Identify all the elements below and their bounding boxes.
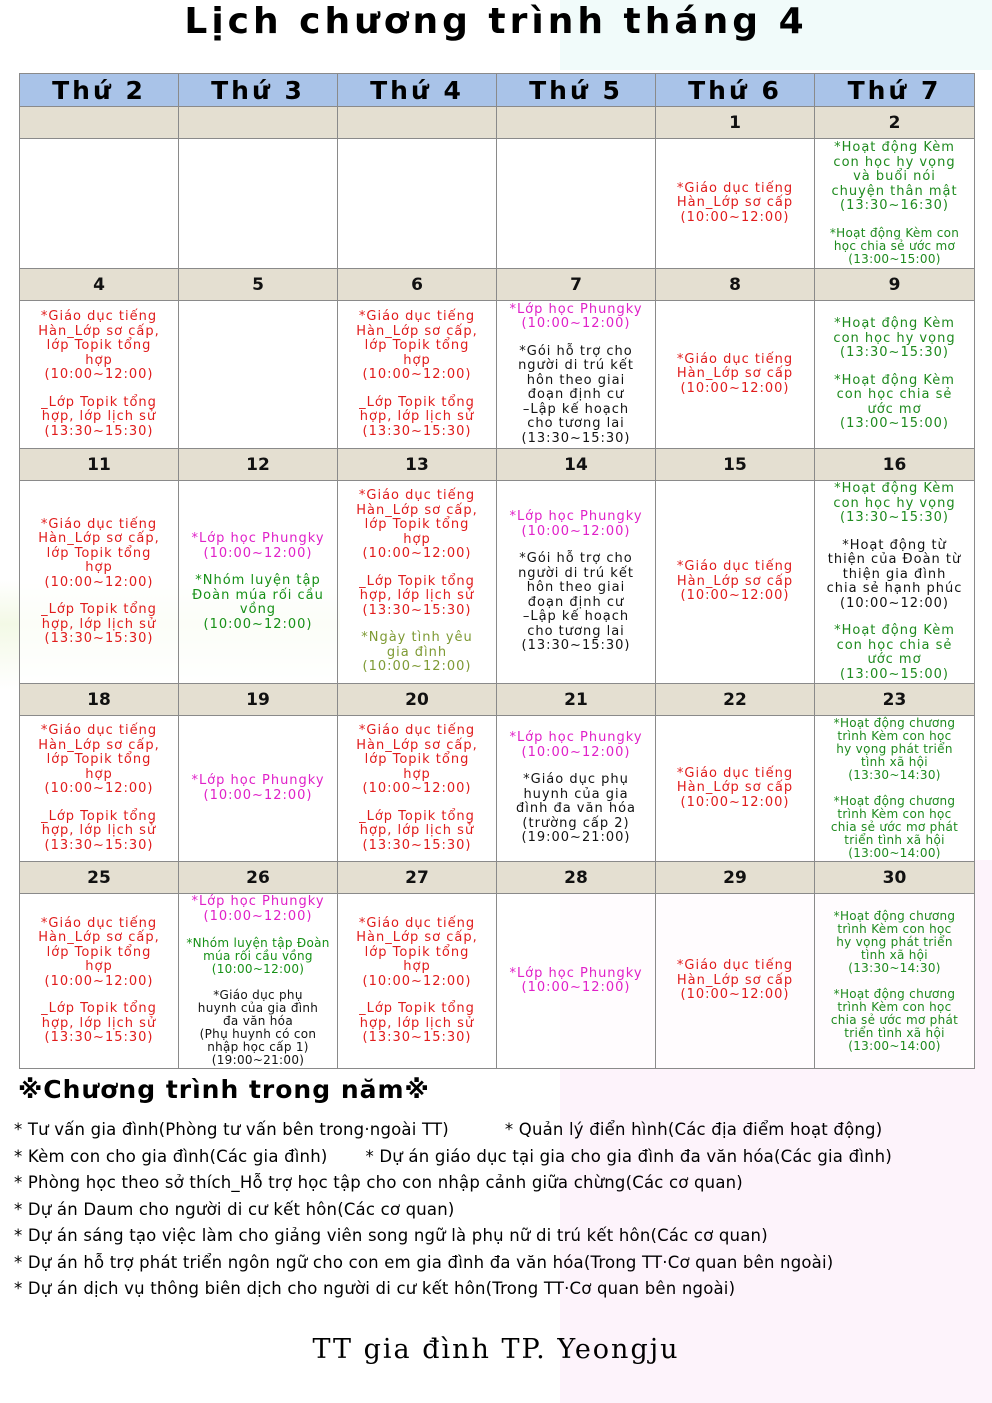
event-text: *Hoạt động Kèm con học hy vọng (13:30~15:30) — [833, 316, 956, 361]
event-text: *Hoạt động chương trình Kèm con học hy vọng phát triển tình xã hội (13:30~14:30) — [833, 716, 956, 782]
day-events-cell — [338, 301, 497, 449]
event-text: *Giáo dục tiếng Hàn_Lớp sơ cấp, lớp Topik tổng hợp (10:00~12:00) — [356, 723, 478, 796]
event-text: _Lớp Topik tổng hợp, lớp lịch sử (13:30~15:30) — [359, 573, 475, 618]
day-events-cell — [179, 481, 338, 684]
event-text: *Giáo dục phụ huynh của gia đình đa văn hóa (trường cấp 2) (19:00~21:00) — [515, 772, 636, 846]
event-text: *Lớp học Phungky (10:00~12:00) — [509, 730, 643, 760]
event-text: *Giáo dục tiếng Hàn_Lớp sơ cấp, lớp Topik tổng hợp (10:00~12:00) — [38, 516, 160, 590]
date-cell: 15 — [656, 449, 815, 481]
event-text: *Giáo dục tiếng Hàn_Lớp sơ cấp (10:00~12:00) — [676, 351, 794, 396]
event-text: _Lớp Topik tổng hợp, lớp lịch sử (13:30~15:30) — [41, 1001, 157, 1045]
program-item: * Quản lý điển hình(Các địa điểm hoạt động) — [504, 1120, 883, 1139]
weekday-header: Thứ 7 — [815, 74, 975, 107]
weekday-header: Thứ 4 — [338, 74, 497, 107]
date-cell: 23 — [815, 684, 975, 716]
day-events-cell — [497, 894, 656, 1069]
day-events-cell — [20, 716, 179, 862]
events-row — [20, 894, 975, 1069]
date-cell: 2 — [815, 107, 975, 139]
event-text: *Giáo dục tiếng Hàn_Lớp sơ cấp (10:00~12:00) — [676, 958, 794, 1003]
date-row — [20, 269, 975, 301]
event-text: *Hoạt động chương trình Kèm con học hy vọng phát triển tình xã hội (13:30~14:30) — [833, 908, 956, 975]
event-text: *Giáo dục tiếng Hàn_Lớp sơ cấp, lớp Topik tổng hợp (10:00~12:00) — [356, 488, 478, 562]
event-text: *Giáo dục tiếng Hàn_Lớp sơ cấp, lớp Topik tổng hợp (10:00~12:00) — [356, 309, 478, 382]
weekday-header: Thứ 2 — [20, 74, 179, 107]
date-row — [20, 107, 975, 139]
date-cell: 6 — [338, 269, 497, 301]
events-row — [20, 139, 975, 269]
weekday-header: Thứ 6 — [656, 74, 815, 107]
event-text: *Gói hỗ trợ cho người di trú kết hôn theo giai đoạn định cư –Lập kế hoạch cho tương lai (13:30~15:30) — [518, 551, 634, 654]
day-events-cell — [815, 716, 975, 862]
events-row — [20, 301, 975, 449]
event-text: *Giáo dục tiếng Hàn_Lớp sơ cấp, lớp Topik tổng hợp (10:00~12:00) — [356, 915, 478, 989]
day-events-cell — [20, 481, 179, 684]
date-cell — [179, 107, 338, 139]
day-events-cell — [338, 716, 497, 862]
page-title: Lịch chương trình tháng 4 — [184, 1, 808, 42]
program-item: * Phòng học theo sở thích_Hỗ trợ học tập cho con nhập cảnh giữa chừng(Các cơ quan) — [14, 1173, 743, 1192]
date-cell: 27 — [338, 862, 497, 894]
date-row — [20, 449, 975, 481]
day-events-cell — [656, 894, 815, 1069]
event-text: *Lớp học Phungky (10:00~12:00) — [191, 531, 325, 561]
date-cell: 7 — [497, 269, 656, 301]
program-line — [14, 1197, 989, 1224]
event-text: *Hoạt động Kèm con học chia sẻ ước mơ (13:00~15:00) — [834, 623, 955, 682]
event-text: *Nhóm luyện tập Đoàn múa rối cầu vồng (10:00~12:00) — [186, 936, 330, 976]
program-item: * Dự án Daum cho người di cư kết hôn(Các cơ quan) — [14, 1199, 455, 1219]
program-item: * Dự án giáo dục tại gia cho gia đình đa văn hóa(Các gia đình) — [365, 1146, 892, 1166]
day-events-cell — [815, 139, 975, 269]
event-text: *Hoạt động chương trình Kèm con học chia sẻ ước mơ phát triển tình xã hội (13:00~14:00) — [830, 986, 959, 1053]
date-cell: 12 — [179, 449, 338, 481]
day-events-cell — [179, 716, 338, 862]
date-cell: 16 — [815, 449, 975, 481]
date-row — [20, 684, 975, 716]
date-cell: 30 — [815, 862, 975, 894]
event-text: *Giáo dục phụ huynh của gia đình đa văn hóa (Phụ huynh có con nhập học cấp 1) (19:00~21:00) — [197, 988, 319, 1067]
event-text: *Hoạt động Kèm con học hy vọng (13:30~15:30) — [833, 481, 956, 525]
program-line — [14, 1250, 989, 1277]
date-cell: 19 — [179, 684, 338, 716]
event-text: *Hoạt động Kèm con học chia sẻ ước mơ (13:00~15:00) — [834, 372, 955, 432]
day-events-cell — [656, 139, 815, 269]
day-events-cell — [20, 139, 179, 269]
program-item: * Kèm con cho gia đình(Các gia đình) — [14, 1146, 328, 1166]
weekday-header-row — [20, 74, 975, 107]
event-text: *Giáo dục tiếng Hàn_Lớp sơ cấp, lớp Topik tổng hợp (10:00~12:00) — [38, 309, 160, 382]
events-row — [20, 481, 975, 684]
day-events-cell — [338, 481, 497, 684]
event-text: *Lớp học Phungky (10:00~12:00) — [509, 965, 643, 995]
day-events-cell — [179, 139, 338, 269]
event-text: *Lớp học Phungky (10:00~12:00) — [509, 301, 643, 332]
program-item: * Dự án hỗ trợ phát triển ngôn ngữ cho con em gia đình đa văn hóa(Trong TT·Cơ quan bên ngoài) — [14, 1252, 834, 1272]
day-events-cell — [179, 894, 338, 1069]
date-cell: 1 — [656, 107, 815, 139]
annual-program-list — [14, 1117, 989, 1303]
event-text: _Lớp Topik tổng hợp, lớp lịch sử (13:30~15:30) — [41, 602, 157, 646]
program-item: * Dự án sáng tạo việc làm cho giảng viên song ngữ là phụ nữ di trú kết hôn(Các cơ quan) — [14, 1226, 768, 1245]
date-cell: 5 — [179, 269, 338, 301]
event-text: *Giáo dục tiếng Hàn_Lớp sơ cấp (10:00~12:00) — [676, 180, 794, 225]
event-text: *Giáo dục tiếng Hàn_Lớp sơ cấp (10:00~12:00) — [676, 765, 794, 810]
day-events-cell — [338, 139, 497, 269]
day-events-cell — [497, 481, 656, 684]
event-text: _Lớp Topik tổng hợp, lớp lịch sử (13:30~15:30) — [359, 1001, 475, 1045]
day-events-cell — [497, 301, 656, 449]
event-text: *Hoạt động từ thiện của Đoàn từ thiện gia đình chia sẻ hạnh phúc (10:00~12:00) — [826, 537, 963, 611]
event-text: *Hoạt động Kèm con học chia sẻ ước mơ (13:00~15:00) — [829, 225, 960, 266]
event-text: *Lớp học Phungky (10:00~12:00) — [191, 773, 325, 803]
program-item: * Dự án dịch vụ thông biên dịch cho người di cư kết hôn(Trong TT·Cơ quan bên ngoài) — [14, 1279, 736, 1298]
day-events-cell — [497, 716, 656, 862]
day-events-cell — [338, 894, 497, 1069]
date-cell: 29 — [656, 862, 815, 894]
event-text: *Hoạt động chương trình Kèm con học chia sẻ ước mơ phát triển tình xã hội (13:00~14:00) — [830, 794, 959, 860]
day-events-cell — [20, 301, 179, 449]
date-cell — [338, 107, 497, 139]
weekday-header: Thứ 5 — [497, 74, 656, 107]
event-text: *Hoạt động Kèm con học hy vọng và buổi nói chuyện thân mật (13:30~16:30) — [831, 140, 958, 214]
event-text: *Giáo dục tiếng Hàn_Lớp sơ cấp (10:00~12:00) — [676, 559, 794, 604]
day-events-cell — [815, 481, 975, 684]
date-cell: 21 — [497, 684, 656, 716]
event-text: *Lớp học Phungky (10:00~12:00) — [191, 894, 325, 924]
date-cell — [20, 107, 179, 139]
event-text: *Giáo dục tiếng Hàn_Lớp sơ cấp, lớp Topik tổng hợp (10:00~12:00) — [38, 723, 160, 796]
date-cell: 18 — [20, 684, 179, 716]
day-events-cell — [656, 481, 815, 684]
event-text: *Giáo dục tiếng Hàn_Lớp sơ cấp, lớp Topik tổng hợp (10:00~12:00) — [38, 915, 160, 989]
calendar-body — [20, 107, 975, 1069]
program-line — [14, 1223, 989, 1250]
program-line — [14, 1170, 989, 1197]
events-row — [20, 716, 975, 862]
day-events-cell — [656, 716, 815, 862]
program-line — [14, 1117, 989, 1144]
event-text: *Nhóm luyện tập Đoàn múa rối cầu vồng (10:00~12:00) — [192, 573, 324, 632]
event-text: _Lớp Topik tổng hợp, lớp lịch sử (13:30~15:30) — [41, 394, 157, 439]
footer-organization: TT gia đình TP. Yeongju — [312, 1334, 680, 1365]
date-cell: 11 — [20, 449, 179, 481]
date-cell: 13 — [338, 449, 497, 481]
program-item: * Tư vấn gia đình(Phòng tư vấn bên trong·ngoài TT) — [14, 1120, 449, 1139]
date-cell: 20 — [338, 684, 497, 716]
day-events-cell — [179, 301, 338, 449]
annual-program-title: ※Chương trình trong năm※ — [18, 1075, 430, 1104]
day-events-cell — [20, 894, 179, 1069]
date-row — [20, 862, 975, 894]
event-text: *Ngày tình yêu gia đình (10:00~12:00) — [361, 630, 473, 675]
event-text: _Lớp Topik tổng hợp, lớp lịch sử (13:30~15:30) — [41, 808, 157, 853]
date-cell: 14 — [497, 449, 656, 481]
program-line — [14, 1144, 989, 1171]
date-cell: 4 — [20, 269, 179, 301]
event-text: _Lớp Topik tổng hợp, lớp lịch sử (13:30~15:30) — [359, 808, 475, 853]
date-cell: 8 — [656, 269, 815, 301]
date-cell: 22 — [656, 684, 815, 716]
date-cell: 26 — [179, 862, 338, 894]
day-events-cell — [497, 139, 656, 269]
date-cell: 28 — [497, 862, 656, 894]
day-events-cell — [815, 894, 975, 1069]
program-line — [14, 1276, 989, 1303]
day-events-cell — [656, 301, 815, 449]
weekday-header: Thứ 3 — [179, 74, 338, 107]
date-cell — [497, 107, 656, 139]
event-text: *Gói hỗ trợ cho người di trú kết hôn theo giai đoạn định cư –Lập kế hoạch cho tương lai (13:30~15:30) — [518, 343, 634, 446]
day-events-cell — [815, 301, 975, 449]
date-cell: 25 — [20, 862, 179, 894]
event-text: _Lớp Topik tổng hợp, lớp lịch sử (13:30~15:30) — [359, 394, 475, 439]
calendar-table — [19, 73, 975, 1069]
event-text: *Lớp học Phungky (10:00~12:00) — [509, 509, 643, 539]
date-cell: 9 — [815, 269, 975, 301]
